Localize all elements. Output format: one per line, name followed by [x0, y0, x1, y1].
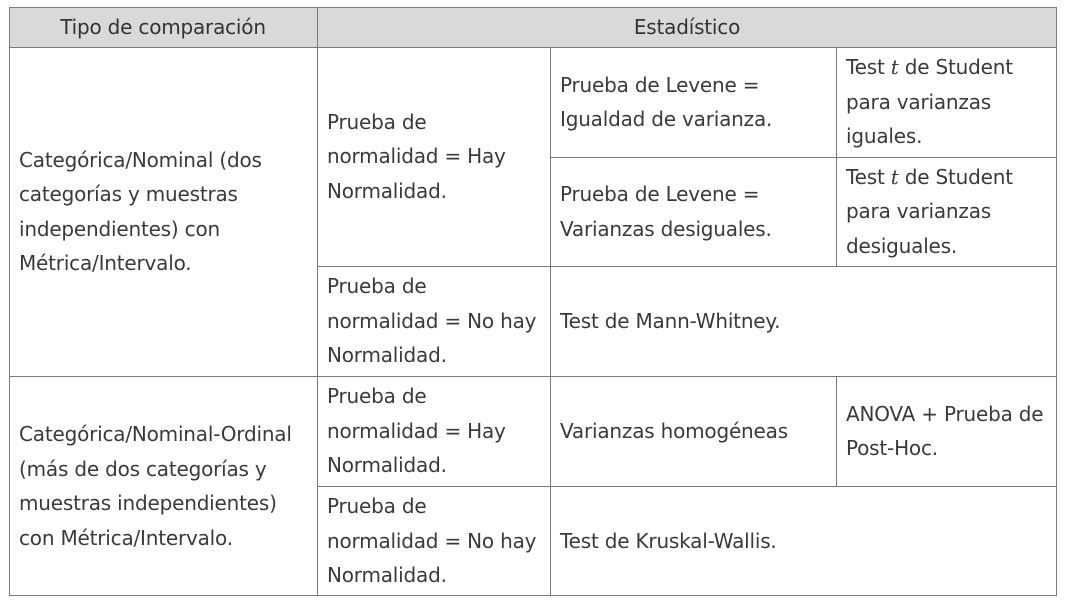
comparison-text-2: Categórica/Nominal-Ordinal (más de dos categorías y muestras independientes) con Métrica/Intervalo.: [19, 422, 292, 550]
test-text-4: ANOVA + Prueba de Post-Hoc.: [846, 401, 1044, 460]
comparison-text-1: Categórica/Nominal (dos categorías y muestras independientes) con Métrica/Intervalo.: [19, 147, 262, 275]
border-header-bottom: [9, 47, 1057, 48]
test-cell-3: [550, 266, 1057, 376]
test-cell-1: [836, 47, 1057, 157]
test-text-2: Test t de Student para varianzas desiguales.: [846, 164, 1013, 258]
divider-row-4: [317, 486, 1057, 487]
normality-cell-4: [317, 486, 550, 596]
divider-row-2: [317, 266, 1057, 267]
normality-text-1: Prueba de normalidad = Hay Normalidad.: [327, 109, 506, 203]
divider-row-1: [550, 157, 1057, 158]
variance-cell-3: [550, 376, 836, 486]
test-text-3: Test de Mann-Whitney.: [560, 308, 781, 333]
normality-cell-2: [317, 266, 550, 376]
test-cell-5: [550, 486, 1057, 596]
comparison-cell-1: [9, 47, 317, 376]
divider-group: [9, 376, 1057, 377]
levene-text-1: Prueba de Levene = Igualdad de varianza.: [560, 72, 773, 131]
border-bottom: [9, 595, 1057, 596]
normality-cell-3: [317, 376, 550, 486]
normality-text-3: Prueba de normalidad = Hay Normalidad.: [327, 384, 506, 478]
normality-text-2: Prueba de normalidad = No hay Normalidad.: [327, 274, 537, 368]
divider-col-3b: [836, 376, 837, 486]
t-symbol: t: [890, 164, 899, 189]
test-text-5: Test de Kruskal-Wallis.: [560, 528, 777, 553]
header-comparison-type: Tipo de comparación: [9, 7, 317, 47]
border-top: [9, 7, 1057, 8]
border-right: [1056, 7, 1057, 596]
statistics-table: [9, 7, 1057, 596]
test-text-1: Test t de Student para varianzas iguales.: [846, 55, 1013, 149]
levene-cell-2: [550, 157, 836, 266]
header-statistic: Estadístico: [317, 7, 1057, 47]
border-left: [9, 7, 10, 596]
variance-text-3: Varianzas homogéneas: [560, 418, 788, 443]
divider-col-1: [317, 7, 318, 596]
divider-col-2: [550, 47, 551, 596]
normality-text-4: Prueba de normalidad = No hay Normalidad.: [327, 494, 537, 588]
t-symbol: t: [890, 55, 899, 80]
comparison-cell-2: [9, 376, 317, 596]
divider-col-3a: [836, 47, 837, 266]
normality-cell-1: [317, 47, 550, 266]
levene-cell-1: [550, 47, 836, 157]
test-cell-4: [836, 376, 1057, 486]
levene-text-2: Prueba de Levene = Varianzas desiguales.: [560, 182, 772, 241]
test-cell-2: [836, 157, 1057, 266]
